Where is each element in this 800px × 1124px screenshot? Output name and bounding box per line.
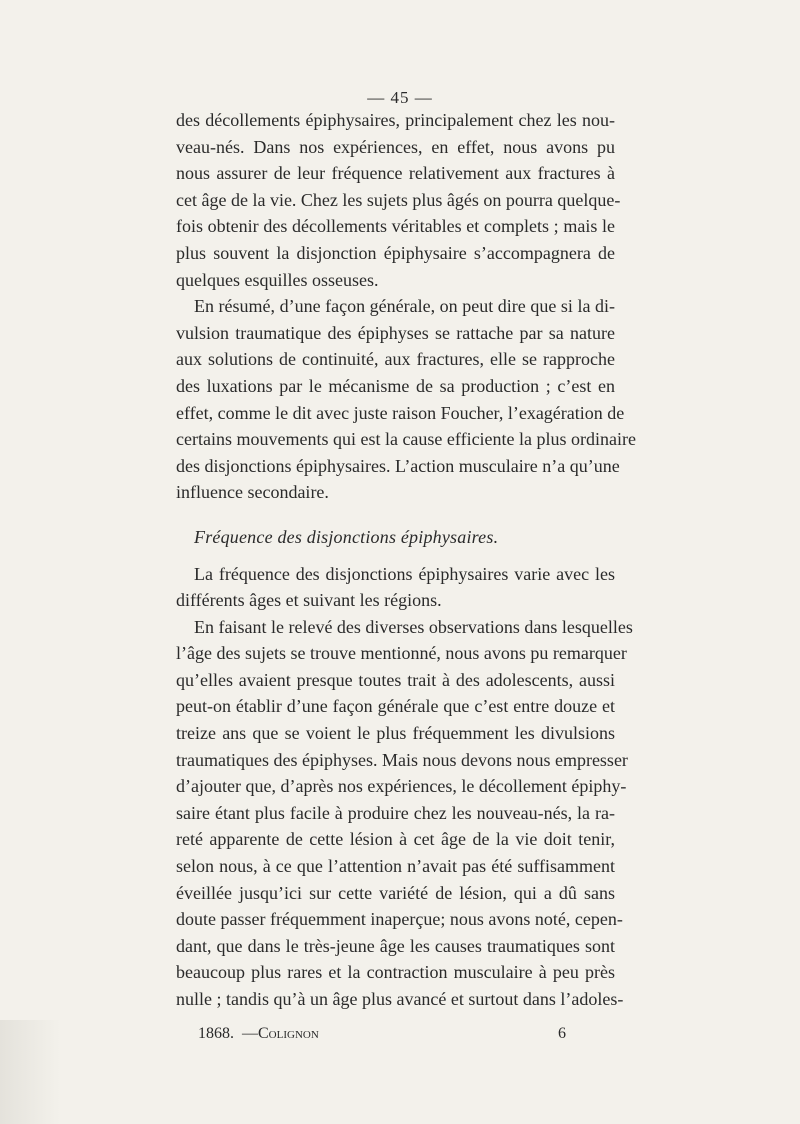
paragraph-1 bbox=[176, 107, 621, 293]
paper-stain bbox=[0, 1020, 60, 1124]
text-line: des décollements épiphysaires, principalement chez les nou- bbox=[176, 110, 615, 130]
signature-footer bbox=[198, 1025, 566, 1043]
footer-year: 1868. bbox=[198, 1025, 234, 1042]
text-line: traumatiques des épiphyses. Mais nous devons nous empresser bbox=[176, 749, 628, 770]
footer-author: —Colignon bbox=[242, 1025, 319, 1042]
text-line: effet, comme le dit avec juste raison Foucher, l’exagération de bbox=[176, 402, 625, 423]
text-line: qu’elles avaient presque toutes trait à des adolescents, aussi bbox=[176, 669, 615, 690]
paragraph-4 bbox=[176, 614, 633, 1013]
text-line: influence secondaire. bbox=[176, 482, 329, 503]
text-line: dant, que dans le très-jeune âge les causes traumatiques sont bbox=[176, 935, 615, 956]
paragraph-3 bbox=[176, 561, 615, 614]
text-line: veau-nés. Dans nos expériences, en effet, nous avons pu bbox=[176, 136, 615, 157]
text-line: d’ajouter que, d’après nos expériences, le décollement épiphy- bbox=[176, 776, 627, 797]
text-line: fois obtenir des décollements véritables et complets ; mais le bbox=[176, 216, 615, 237]
text-line: doute passer fréquemment inaperçue; nous avons noté, cepen- bbox=[176, 909, 623, 930]
text-line: beaucoup plus rares et la contraction musculaire à peu près bbox=[176, 962, 615, 983]
section-heading: Fréquence des disjonctions épiphysaires. bbox=[194, 526, 499, 547]
text-line: reté apparente de cette lésion à cet âge de la vie doit tenir, bbox=[176, 829, 615, 850]
text-line: vulsion traumatique des épiphyses se rattache par sa nature bbox=[176, 322, 615, 343]
body-text bbox=[176, 107, 637, 1013]
text-line: En résumé, d’une façon générale, on peut dire que si la di- bbox=[194, 296, 615, 317]
text-line: différents âges et suivant les régions. bbox=[176, 590, 442, 611]
text-line: saire étant plus facile à produire chez les nouveau-nés, la ra- bbox=[176, 802, 615, 823]
signature-mark: 6 bbox=[558, 1025, 566, 1042]
text-line: éveillée jusqu’ici sur cette variété de lésion, qui a dû sans bbox=[176, 882, 615, 903]
text-line: cet âge de la vie. Chez les sujets plus âgés on pourra quelque- bbox=[176, 189, 621, 210]
text-line: des luxations par le mécanisme de sa production ; c’est en bbox=[176, 375, 615, 396]
text-line: peut-on établir d’une façon générale que c’est entre douze et bbox=[176, 696, 615, 717]
footer-imprint bbox=[198, 1025, 323, 1043]
text-line: nulle ; tandis qu’à un âge plus avancé et surtout dans l’adoles- bbox=[176, 989, 624, 1009]
text-line: quelques esquilles osseuses. bbox=[176, 269, 379, 290]
text-line: En faisant le relevé des diverses observations dans lesquelles bbox=[194, 616, 633, 637]
paragraph-2 bbox=[176, 293, 637, 506]
text-line: certains mouvements qui est la cause efficiente la plus ordinaire bbox=[176, 429, 637, 450]
text-line: l’âge des sujets se trouve mentionné, nous avons pu remarquer bbox=[176, 643, 627, 664]
text-line: nous assurer de leur fréquence relativement aux fractures à bbox=[176, 163, 615, 184]
text-line: plus souvent la disjonction épiphysaire s’accompagnera de bbox=[176, 242, 615, 263]
text-line: aux solutions de continuité, aux fractures, elle se rapproche bbox=[176, 349, 615, 370]
text-line: selon nous, à ce que l’attention n’avait pas été suffisamment bbox=[176, 856, 615, 877]
text-line: des disjonctions épiphysaires. L’action musculaire n’a qu’une bbox=[176, 455, 620, 476]
page-number: — 45 — bbox=[367, 88, 433, 107]
text-line: La fréquence des disjonctions épiphysaires varie avec les bbox=[194, 563, 615, 584]
text-line: treize ans que se voient le plus fréquemment les divulsions bbox=[176, 723, 615, 744]
